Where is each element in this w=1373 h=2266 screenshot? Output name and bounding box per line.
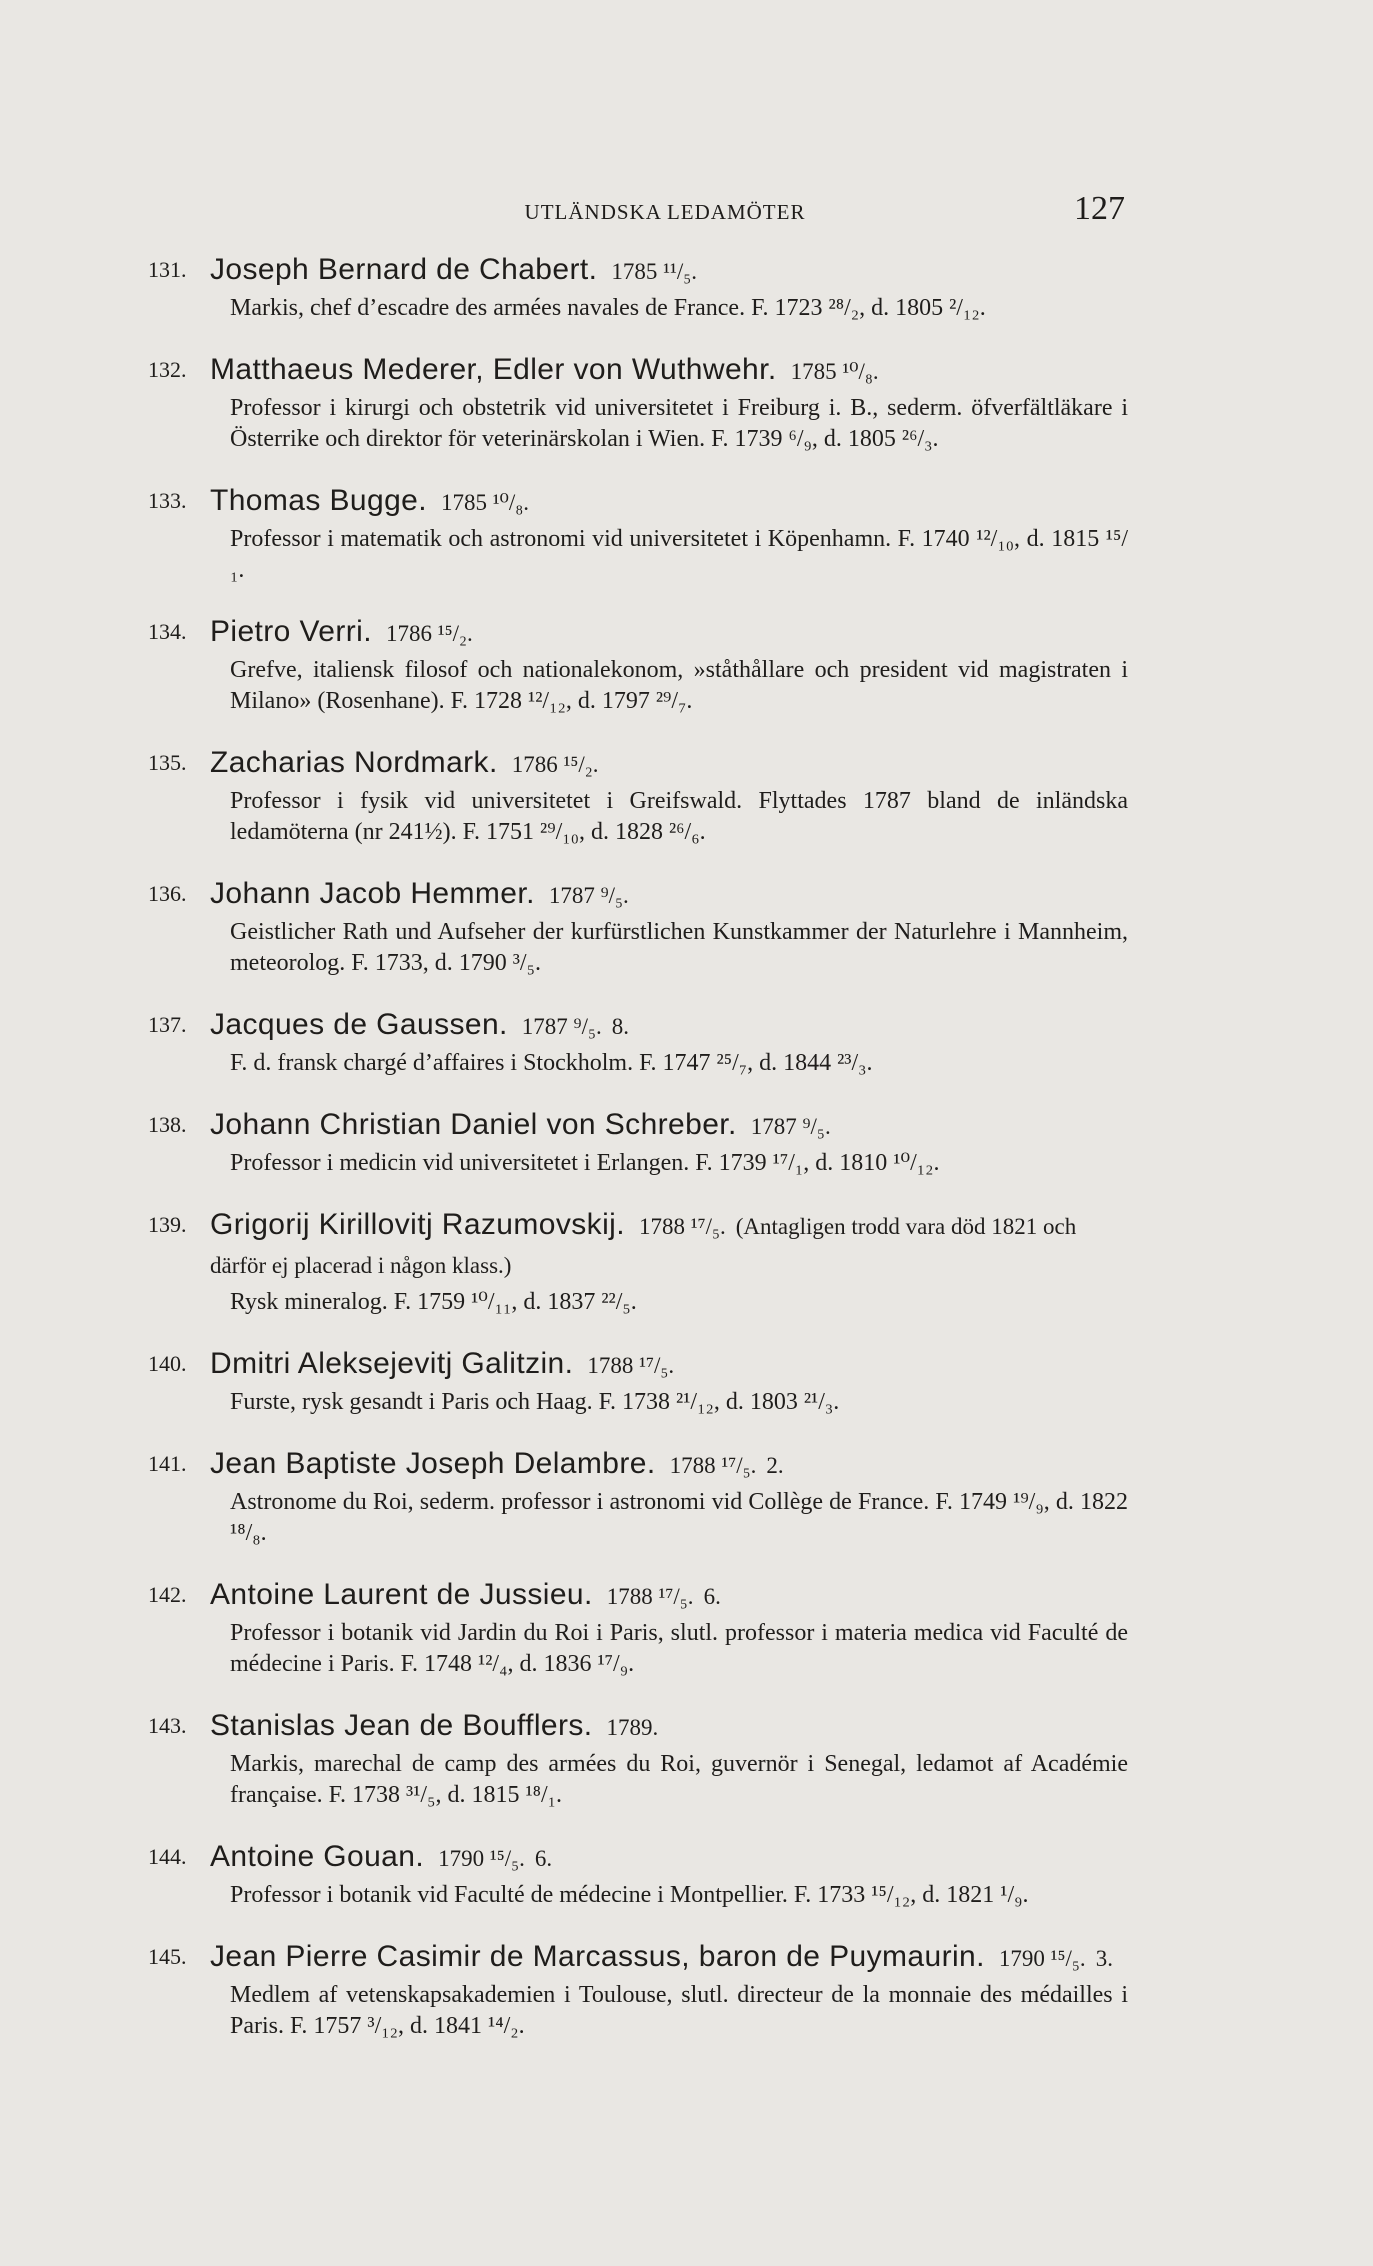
entry-note: 6. [703,1584,721,1609]
election-date: 1785 ¹⁰/₈. [441,490,530,515]
election-date: 1789. [606,1715,659,1740]
entry-note: 8. [611,1014,629,1039]
member-name: Stanislas Jean de Boufflers. [210,1709,593,1742]
list-item [148,1708,1128,1811]
entry-note: 2. [766,1453,784,1478]
entry-heading [148,1839,1128,1880]
entry-heading [148,1207,1128,1287]
entry-number: 142. [148,1582,187,1607]
entry-description: Medlem af vetenskapsakademien i Toulouse, slutl. directeur de la monnaie des médailles i Paris. F. 1757 ³/₁₂, d. 1841 ¹⁴/₂. [230,1982,1128,2039]
list-item [148,352,1128,455]
entry-note: 3. [1095,1946,1113,1971]
election-date: 1788 ¹⁷/₅. [587,1353,675,1378]
election-date: 1790 ¹⁵/₅. [998,1946,1086,1971]
list-item [148,252,1128,324]
list-item [148,1346,1128,1418]
member-name: Dmitri Aleksejevitj Galitzin. [210,1347,574,1380]
election-date: 1788 ¹⁷/₅. [669,1453,757,1478]
entry-heading [148,483,1128,524]
list-item [148,1577,1128,1680]
entry-heading [148,1446,1128,1487]
entry-note: (Antagligen trodd vara död 1821 och därför ej placerad i någon klass.) [210,1214,1077,1278]
entry-description: Markis, marechal de camp des armées du Roi, guvernör i Senegal, ledamot af Académie française. F. 1738 ³¹/₅, d. 1815 ¹⁸/₁. [230,1751,1128,1808]
list-item [148,1007,1128,1079]
entry-heading [148,352,1128,393]
election-date: 1785 ¹¹/₅. [611,259,698,284]
entry-heading [148,252,1128,293]
entry-heading [148,1939,1128,1980]
page-header [205,190,1125,230]
member-name: Antoine Gouan. [210,1840,425,1873]
entry-number: 145. [148,1944,187,1969]
entry-description: Rysk mineralog. F. 1759 ¹⁰/₁₁, d. 1837 ²²/₅. [230,1289,637,1315]
list-item [148,1839,1128,1911]
entry-description: Astronome du Roi, sederm. professor i astronomi vid Collège de France. F. 1749 ¹⁹/₉, d. 1822 ¹⁸/₈. [230,1489,1128,1546]
entry-description: F. d. fransk chargé d’affaires i Stockholm. F. 1747 ²⁵/₇, d. 1844 ²³/₃. [230,1050,873,1076]
member-name: Jean Baptiste Joseph Delambre. [210,1447,656,1480]
member-name: Matthaeus Mederer, Edler von Wuthwehr. [210,353,777,386]
member-name: Jacques de Gaussen. [210,1008,508,1041]
entry-number: 143. [148,1713,187,1738]
list-item [148,614,1128,717]
entry-number: 133. [148,488,187,513]
member-name: Thomas Bugge. [210,484,427,517]
member-name: Antoine Laurent de Jussieu. [210,1578,593,1611]
running-title: UTLÄNDSKA LEDAMÖTER [524,200,806,224]
entry-number: 144. [148,1844,187,1869]
election-date: 1788 ¹⁷/₅. [638,1214,726,1239]
entry-description: Professor i fysik vid universitetet i Greifswald. Flyttades 1787 bland de inländska ledamöterna (nr 241½). F. 1751 ²⁹/₁₀, d. 1828 ²⁶/₆. [230,788,1128,845]
election-date: 1785 ¹⁰/₈. [790,359,879,384]
member-name: Jean Pierre Casimir de Marcassus, baron de Puymaurin. [210,1940,985,1973]
election-date: 1786 ¹⁵/₂. [511,752,599,777]
list-item [148,483,1128,586]
page-number: 127 [1074,190,1125,227]
list-item [148,1107,1128,1179]
entry-description: Professor i botanik vid Faculté de médecine i Montpellier. F. 1733 ¹⁵/₁₂, d. 1821 ¹/₉. [230,1882,1029,1908]
entry-heading [148,1007,1128,1048]
entry-description: Professor i botanik vid Jardin du Roi i Paris, slutl. professor i materia medica vid Faculté de médecine i Paris. F. 1748 ¹²/₄, d. 1836 ¹⁷/₉. [230,1620,1128,1677]
entry-number: 139. [148,1212,187,1237]
member-name: Pietro Verri. [210,615,372,648]
election-date: 1787 ⁹/₅. [750,1114,831,1139]
entry-number: 131. [148,257,187,282]
entry-description: Professor i kirurgi och obstetrik vid universitetet i Freiburg i. B., sederm. öfverfältläkare i Österrike och direktor för veterinärskolan i Wien. F. 1739 ⁶/₉, d. 1805 ²⁶/₃. [230,395,1128,452]
entry-number: 141. [148,1451,187,1476]
entry-number: 140. [148,1351,187,1376]
election-date: 1788 ¹⁷/₅. [606,1584,694,1609]
entry-number: 134. [148,619,187,644]
entry-number: 135. [148,750,187,775]
member-name: Johann Christian Daniel von Schreber. [210,1108,737,1141]
entry-heading [148,1708,1128,1749]
list-item [148,745,1128,848]
entry-description: Furste, rysk gesandt i Paris och Haag. F. 1738 ²¹/₁₂, d. 1803 ²¹/₃. [230,1389,840,1415]
entry-description: Professor i matematik och astronomi vid universitetet i Köpenhamn. F. 1740 ¹²/₁₀, d. 1815 ¹⁵/₁. [230,526,1128,583]
election-date: 1786 ¹⁵/₂. [385,621,473,646]
election-date: 1790 ¹⁵/₅. [438,1846,525,1871]
entry-heading [148,876,1128,917]
list-item [148,876,1128,979]
member-list [148,252,1128,2070]
entry-number: 132. [148,357,187,382]
entry-number: 137. [148,1012,187,1037]
entry-heading [148,1346,1128,1387]
entry-number: 138. [148,1112,187,1137]
member-name: Joseph Bernard de Chabert. [210,253,598,286]
entry-description: Geistlicher Rath und Aufseher der kurfürstlichen Kunstkammer der Naturlehre i Mannheim, meteorolog. F. 1733, d. 1790 ³/₅. [230,919,1128,976]
list-item [148,1446,1128,1549]
entry-heading [148,1577,1128,1618]
entry-description: Markis, chef d’escadre des armées navales de France. F. 1723 ²⁸/₂, d. 1805 ²/₁₂. [230,295,986,321]
member-name: Grigorij Kirillovitj Razumovskij. [210,1208,625,1241]
member-name: Johann Jacob Hemmer. [210,877,535,910]
election-date: 1787 ⁹/₅. [548,883,629,908]
list-item [148,1207,1128,1318]
entry-heading [148,745,1128,786]
list-item [148,1939,1128,2042]
entry-number: 136. [148,881,187,906]
entry-heading [148,614,1128,655]
member-name: Zacharias Nordmark. [210,746,498,779]
entry-description: Grefve, italiensk filosof och nationalekonom, »ståthållare och president vid magistraten i Milano» (Rosenhane). F. 1728 ¹²/₁₂, d. 1797 ²⁹/₇. [230,657,1128,714]
entry-note: 6. [534,1846,553,1871]
entry-heading [148,1107,1128,1148]
election-date: 1787 ⁹/₅. [521,1014,602,1039]
entry-description: Professor i medicin vid universitetet i Erlangen. F. 1739 ¹⁷/₁, d. 1810 ¹⁰/₁₂. [230,1150,940,1176]
